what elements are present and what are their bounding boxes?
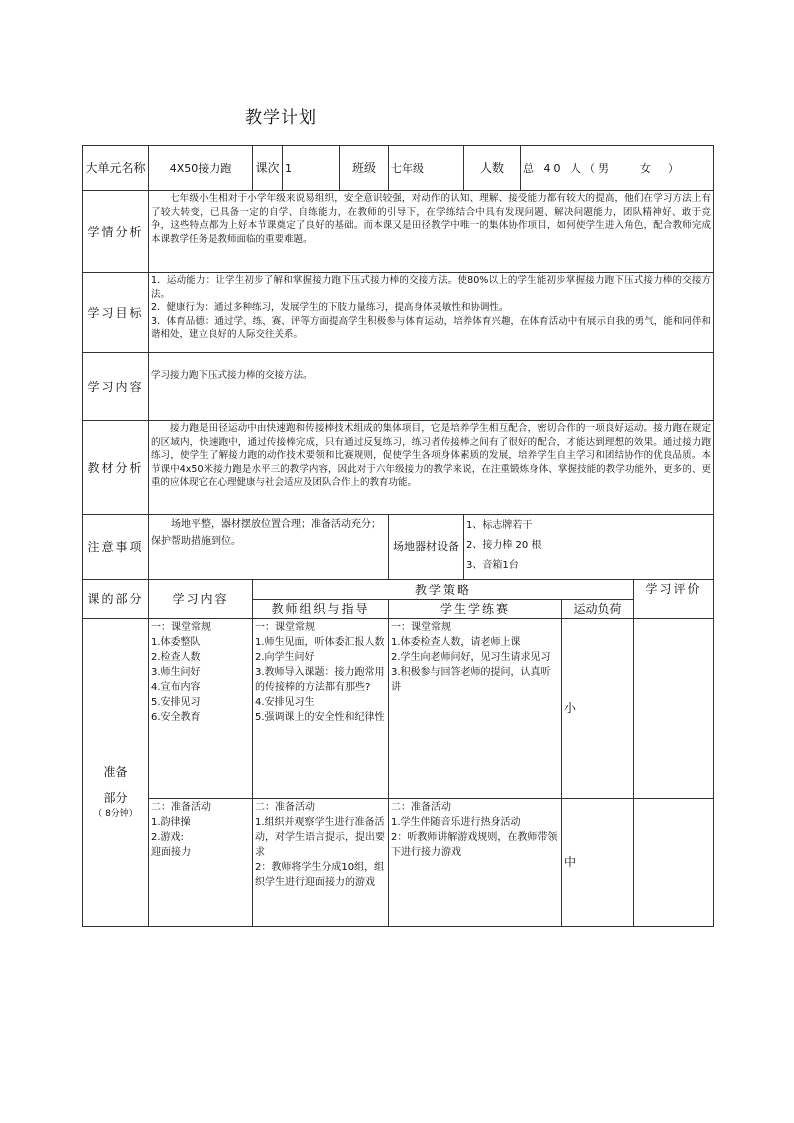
content-row (83, 353, 714, 421)
prep-eval-1 (634, 619, 714, 799)
material-row (83, 421, 714, 515)
prep-row-2 (83, 799, 714, 927)
goal-item: 1．运动能力：让学生初步了解和掌握接力跑下压式接力棒的交接方法。使80%以上的学生能初步掌握接力跑下压式接力棒的交接方法。 (151, 275, 712, 300)
unit-value: 4X50接力跑 (149, 146, 253, 191)
equipment-list (464, 515, 714, 580)
unit-label: 大单元名称 (83, 146, 149, 191)
col-student: 学生学练赛 (389, 600, 562, 619)
count-label: 人数 (464, 146, 521, 191)
equipment-label: 场地器材设备 (389, 515, 464, 580)
notes-label: 注意事项 (83, 515, 149, 580)
equipment-item: 3、音箱1台 (466, 560, 519, 571)
content-text: 学习接力跑下压式接力棒的交接方法。 (149, 353, 714, 421)
equipment-item: 2、接力棒 20 根 (466, 540, 542, 551)
col-eval: 学习评价 (634, 580, 714, 619)
col-load: 运动负荷 (562, 600, 634, 619)
goal-item: 2．健康行为：通过多种练习，发展学生的下肢力量练习，提高身体灵敏性和协调性。 (151, 302, 509, 314)
material-text: 接力跑是田径运动中由快速跑和传接棒技术组成的集体项目，它是培养学生相互配合，密切合作的一项良好运动。接力跑在规定的区域内，快速跑中，通过传接棒完成，只有通过反复练习，练习者传接棒之间有了很好的配合，才能达到理想的效果。通过接力跑练习，使学生了解接力跑的动作技术要领和比赛规则，促使学生各项身体素质的发展，培养学生自主学习和团结协作的优良品质。本节课中4x50米接力跑是水平三的教学内容，因此对于六年级接力的教学来说，在注重锻炼身体、掌握技能的教学功能外，更多的、更重的应体现它在心理健康与社会适应及团队合作上的教育功能。 (149, 421, 714, 515)
lesson-label: 课次 (253, 146, 283, 191)
column-header-row (83, 580, 714, 600)
learning-situation-text: 七年级小生相对于小学年级来说易组织，安全意识较强，对动作的认知、理解、接受能力都有较大的提高，他们在学习方法上有了较大转变，已具备一定的自学、自练能力，在教师的引导下，在学练结合中具有发现问题、解决问题能力，团队精神好、敢于竞争，这些特点都为上好本节课奠定了良好的基础。而本课又是田径教学中唯一的集体协作项目，如何使学生进入角色，配合教师完成本课教学任务是教师面临的重要难题。 (149, 191, 714, 273)
notes-row (83, 515, 714, 580)
prep-teacher-1: 一：课堂常规 1.师生见面，听体委汇报人数 2.向学生问好 3.教师导入课题：接力跑常用的传接棒的方法都有那些? 4.安排见习生 5.强调课上的安全性和纪律性 (253, 619, 389, 799)
count-value: 总 40 人（男 女 ） (521, 146, 714, 191)
equipment-item: 1、标志牌若干 (466, 520, 533, 531)
goals-label: 学习目标 (83, 273, 149, 353)
prep-student-2: 二：准备活动 1.学生伴随音乐进行热身活动 2：听教师讲解游戏规则，在教师带领下进行接力游戏 (389, 799, 562, 927)
prep-load-1: 小 (562, 619, 634, 799)
learning-situation-label: 学情分析 (83, 191, 149, 273)
goals-row (83, 273, 714, 353)
material-label: 教材分析 (83, 421, 149, 515)
prep-content-1: 一：课堂常规 1.体委整队 2.检查人数 3.师生问好 4.宣布内容 5.安排见习 6.安全教育 (149, 619, 253, 799)
prep-content-2: 二：准备活动 1.韵律操 2.游戏: 迎面接力 (149, 799, 253, 927)
goals-text (149, 273, 714, 353)
learning-situation-row (83, 191, 714, 273)
lesson-plan-table (82, 145, 714, 927)
notes-text: 场地平整，器材摆放位置合理；准备活动充分；保护帮助措施到位。 (149, 515, 389, 580)
col-teacher: 教师组织与指导 (253, 600, 389, 619)
prep-load-2: 中 (562, 799, 634, 927)
prep-teacher-2: 二：准备活动 1.组织并观察学生进行准备活动，对学生语言提示，提出要求 2：教师将学生分成10组，组织学生进行迎面接力的游戏 (253, 799, 389, 927)
prep-student-1: 一：课堂常规 1.体委检查人数，请老师上课 2.学生向老师问好，见习生请求见习 3.积极参与回答老师的提问，认真听讲 (389, 619, 562, 799)
prep-eval-2 (634, 799, 714, 927)
lesson-value: 1 (283, 146, 340, 191)
class-label: 班级 (340, 146, 389, 191)
prep-duration: （ 8分钟） (93, 808, 138, 819)
col-strategy: 教学策略 (253, 580, 634, 600)
col-part: 课的部分 (83, 580, 149, 619)
prep-row-1 (83, 619, 714, 799)
col-content: 学习内容 (149, 580, 253, 619)
page-title: 教学计划 (245, 108, 317, 128)
content-label: 学习内容 (83, 353, 149, 421)
header-row (83, 146, 714, 191)
goal-item: 3．体育品德：通过学、练、赛、评等方面提高学生积极参与体育运动，培养体育兴趣，在体育活动中有展示自我的勇气，能和同伴和谐相处，建立良好的人际交往关系。 (151, 315, 712, 341)
prep-part-label: 准备 部分 （ 8分钟） (83, 619, 149, 927)
class-value: 七年级 (389, 146, 464, 191)
